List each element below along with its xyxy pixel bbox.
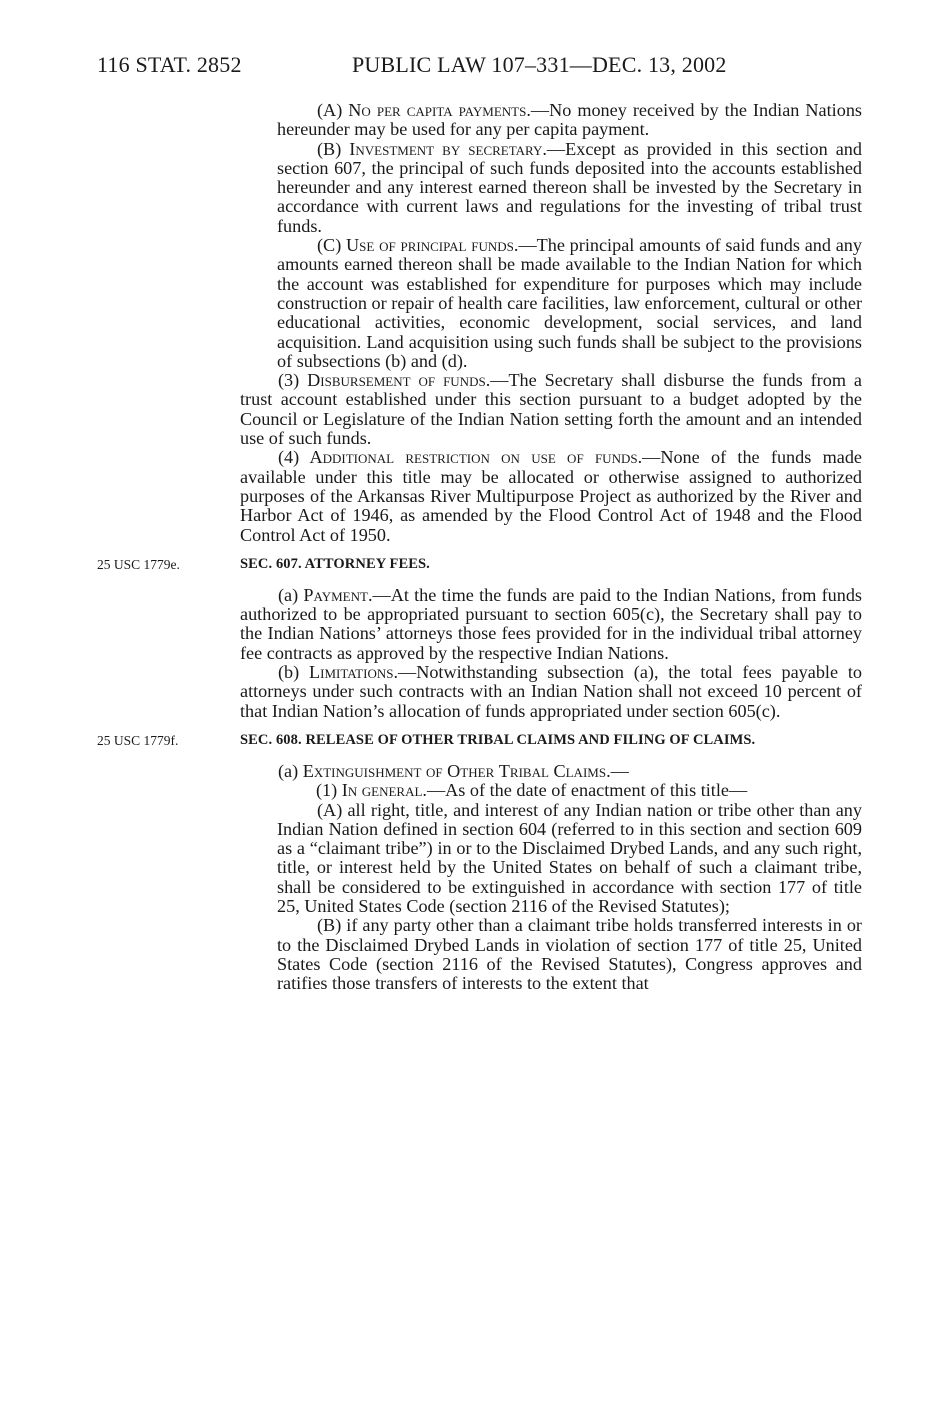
margin-note-608: 25 USC 1779f. — [97, 732, 179, 748]
section-607-title: SEC. 607. ATTORNEY FEES. — [240, 555, 430, 572]
section-608-subparagraph-a: (A) all right, title, and interest of any Indian nation or tribe other than any Indian Nation defined in section 604 (referred to in this section and section 609 as a “claimant tribe”) in or to the Disclaimed Drybed Lands, and any such right, title, or interest held by the United States on behalf of such a claimant tribe, shall be considered to be extinguished in accordance with section 177 of title 25, United States Code (section 2116 of the Revised Statutes); — [277, 799, 862, 916]
section-608-heading — [97, 731, 862, 750]
paragraph-b-investment: (B) Investment by secretary.—Except as provided in this section and section 607, the principal of such funds deposited into the accounts established hereunder and any interest earned thereon shall be invested by the Secretary in accordance with current laws and regulations for the investing of tribal trust funds. — [277, 138, 862, 236]
paragraph-a-no-per-capita: (A) No per capita payments.—No money received by the Indian Nations hereunder may be used for any per capita payment. — [277, 100, 862, 140]
section-607-b-limitations: (b) Limitations.—Notwithstanding subsection (a), the total fees payable to attorneys under such contracts with an Indian Nation shall not exceed 10 percent of that Indian Nation’s allocation of funds appropriated under section 605(c). — [240, 662, 862, 721]
section-608-1-in-general: (1) In general.—As of the date of enactment of this title— — [316, 780, 748, 801]
paragraph-3-disbursement: (3) Disbursement of funds.—The Secretary shall disburse the funds from a trust account established under this section pursuant to a budget adopted by the Council or Legislature of the Indian Nation setting forth the amount and an intended use of such funds. — [240, 370, 862, 449]
section-607-a-payment: (a) Payment.—At the time the funds are paid to the Indian Nations, from funds authorized to be appropriated pursuant to section 605(c), the Secretary shall pay to the Indian Nations’ attorneys those fees provided for in the individual tribal attorney fee contracts as approved by the respective Indian Nations. — [240, 584, 862, 663]
section-608-title: SEC. 608. RELEASE OF OTHER TRIBAL CLAIMS AND FILING OF CLAIMS. — [240, 731, 756, 748]
section-607-heading — [97, 555, 862, 574]
paragraph-c-use-of-funds: (C) Use of principal funds.—The principal amounts of said funds and any amounts earned thereon shall be made available to the Indian Nation for which the account was established for expenditure for purposes which may include construction or repair of health care facilities, law enforcement, cultural or other educational activities, economic development, social services, and land acquisition. Land acquisition using such funds shall be subject to the provisions of subsections (b) and (d). — [277, 235, 862, 371]
public-law-citation: PUBLIC LAW 107–331—DEC. 13, 2002 — [352, 52, 727, 77]
statute-page-number: 116 STAT. 2852 — [97, 52, 242, 77]
section-608-subparagraph-b: (B) if any party other than a claimant tribe holds transferred interests in or to the Disclaimed Drybed Lands in violation of section 177 of title 25, United States Code (section 2116 of the Revised Statutes), Congress approves and ratifies those transfers of interests to the extent that — [277, 915, 862, 994]
document-body — [97, 100, 862, 994]
page-header — [0, 52, 943, 82]
section-608-a-extinguishment: (a) Extinguishment of Other Tribal Claims.— — [278, 760, 629, 781]
margin-note-607: 25 USC 1779e. — [97, 556, 180, 572]
paragraph-4-additional-restriction: (4) Additional restriction on use of funds.—None of the funds made available under this title may be allocated or otherwise assigned to authorized purposes of the Arkansas River Multipurpose Project as authorized by the River and Harbor Act of 1946, as amended by the Flood Control Act of 1948 and the Flood Control Act of 1950. — [240, 447, 862, 545]
